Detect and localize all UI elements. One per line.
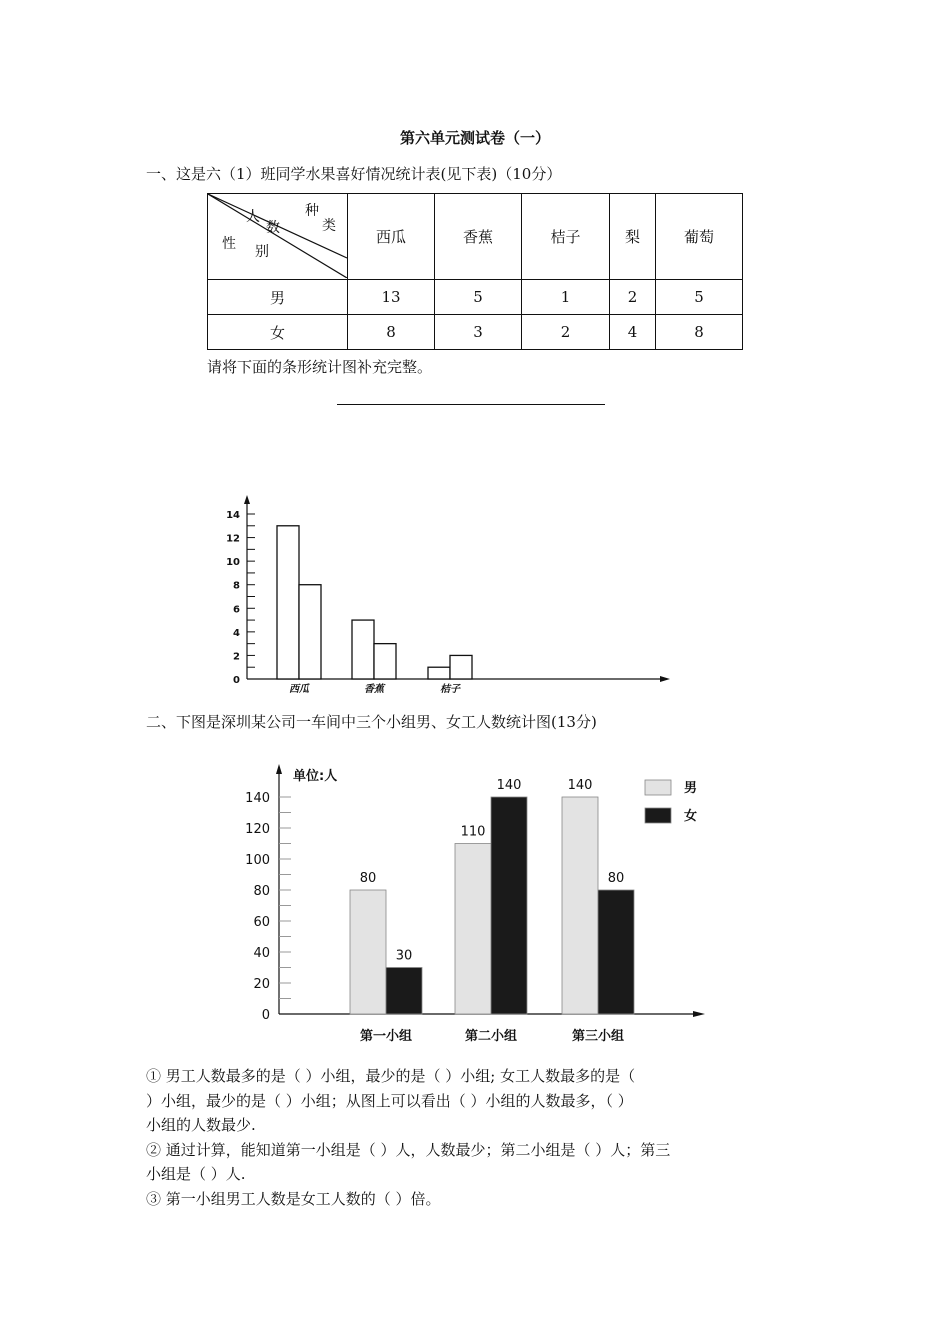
table-cell: 8 [348,315,435,350]
y-axis-unit: 单位:人 [293,769,338,784]
legend-swatch-male [645,780,671,795]
legend-label: 女 [684,809,698,824]
row-label: 女 [208,315,348,350]
y-tick-label: 12 [226,533,240,545]
bar-value-label: 140 [496,778,522,793]
bar-value-label: 110 [460,824,486,840]
x-category-label: 第二小组 [464,1029,518,1044]
bar-value-label: 80 [359,871,377,886]
question-line: 小组的人数最少. [146,1116,256,1134]
column-header: 西瓜 [348,194,435,280]
column-header: 梨 [610,194,656,280]
question-line: ③ 第一小组男工人数是女工人数的（ ）倍。 [146,1190,441,1208]
x-category-label: 桔子 [440,684,460,695]
y-tick-label: 6 [233,604,240,616]
legend-label: 男 [684,781,698,796]
table-cell: 13 [348,280,435,315]
legend-swatch-female [645,808,671,823]
table-row [208,315,743,350]
y-axis-arrow [244,495,250,504]
y-tick-label: 14 [226,510,240,521]
table-cell: 4 [610,315,656,350]
table-cell: 8 [656,315,743,350]
answer-blank-line [337,404,605,405]
x-axis-arrow [693,1011,705,1017]
table-cell: 5 [656,280,743,315]
corner-kind-2: 类 [322,218,336,234]
y-tick-label: 80 [253,884,270,899]
question-line: 小组是（ ）人. [146,1165,246,1183]
bar-value-label: 80 [607,871,625,886]
column-header: 葡萄 [656,194,743,280]
y-tick-label: 0 [233,675,240,686]
column-header: 香蕉 [435,194,522,280]
y-tick-label: 2 [233,651,240,663]
y-tick-label: 10 [226,557,240,569]
bar-male [352,620,374,679]
y-tick-label: 60 [253,915,270,930]
question-2-heading: 二、下图是深圳某公司一车间中三个小组男、女工人数统计图(13分) [146,713,597,731]
table-cell: 3 [435,315,522,350]
bar-female [450,655,472,679]
fruit-bar-chart [210,490,680,700]
x-category-label: 第三小组 [571,1029,625,1044]
page-title: 第六单元测试卷（一） [399,129,550,147]
question-line: ）小组，最少的是（ ）小组；从图上可以看出（ ）小组的人数最多，（ ） [146,1092,633,1110]
bar-female [598,890,634,1014]
y-tick-label: 140 [245,791,270,806]
bar-female [491,797,527,1014]
corner-gender-2: 别 [255,244,269,260]
corner-count-1: 人 [246,209,260,225]
x-axis-arrow [660,676,670,682]
y-tick-label: 4 [233,627,240,639]
y-tick-label: 8 [233,580,240,592]
row-label: 男 [208,280,348,315]
y-tick-label: 40 [253,946,270,961]
table-corner-cell [208,194,348,280]
y-axis-arrow [276,764,282,774]
chart-instruction: 请将下面的条形统计图补充完整。 [207,358,433,376]
table-cell: 1 [522,280,610,315]
column-header: 桔子 [522,194,610,280]
bar-male [277,526,299,679]
corner-count-2: 数 [266,220,280,236]
workers-bar-chart [235,760,715,1050]
bar-male [350,890,386,1014]
corner-kind-1: 种 [305,203,319,219]
table-cell: 2 [610,280,656,315]
table-cell: 2 [522,315,610,350]
bar-male [428,667,450,679]
corner-gender-1: 性 [222,236,236,252]
fruit-preference-table [207,193,743,350]
question-line: ② 通过计算，能知道第一小组是（ ）人，人数最少；第二小组是（ ）人；第三 [146,1141,671,1159]
question-line: ① 男工人数最多的是（ ）小组，最少的是（ ）小组; 女工人数最多的是（ [146,1067,636,1085]
x-category-label: 第一小组 [359,1029,413,1044]
bar-male [455,844,491,1015]
bar-male [562,797,598,1014]
question-1-heading: 一、这是六（1）班同学水果喜好情况统计表(见下表)（10分） [146,165,562,183]
bar-female [374,644,396,679]
y-tick-label: 20 [253,977,270,992]
table-row [208,280,743,315]
x-category-label: 香蕉 [364,684,384,695]
bar-female [386,968,422,1015]
y-tick-label: 120 [245,822,270,837]
y-tick-label: 100 [245,853,270,868]
bar-female [299,585,321,679]
bar-value-label: 140 [567,778,593,793]
x-category-label: 西瓜 [289,684,309,695]
y-tick-label: 0 [261,1008,270,1023]
bar-value-label: 30 [395,948,413,964]
table-cell: 5 [435,280,522,315]
